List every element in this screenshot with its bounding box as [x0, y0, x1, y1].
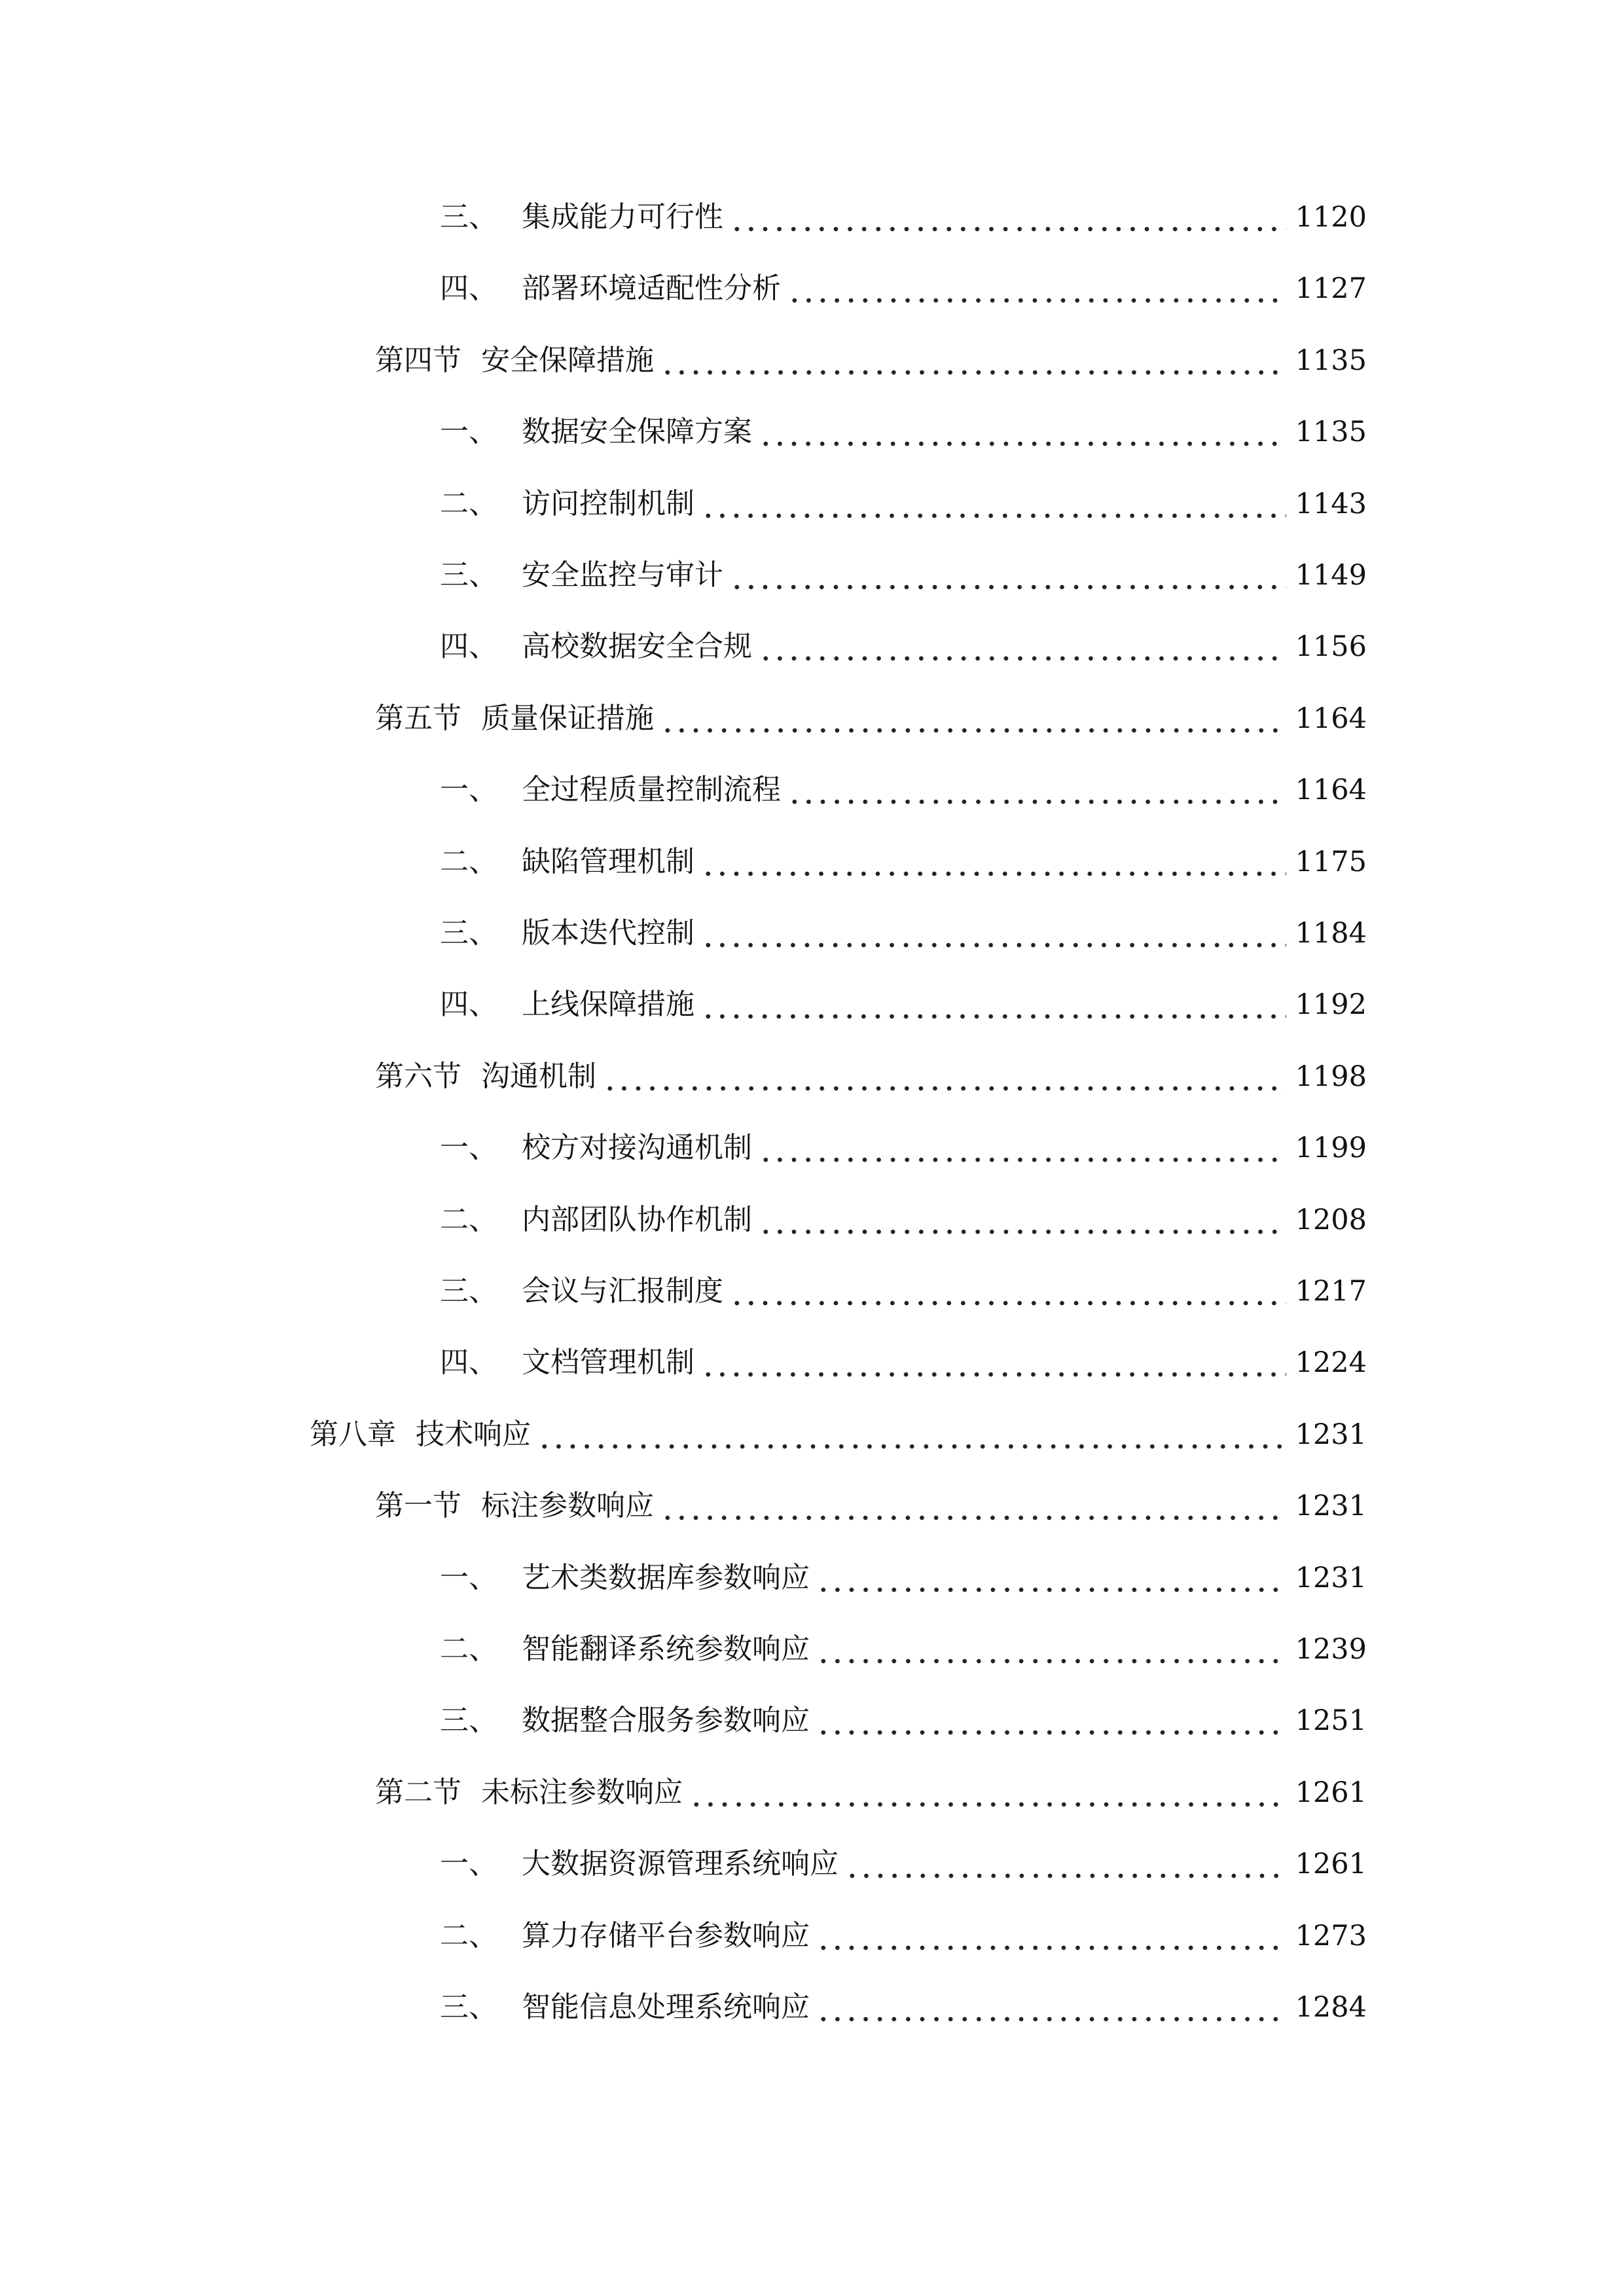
toc-entry-page-number: 1149 [1295, 559, 1367, 592]
toc-entry-title: 智能信息处理系统响应 [522, 1990, 810, 2024]
dot-leader [701, 978, 1286, 1031]
toc-entry-line [440, 1910, 1367, 1962]
toc-entry-title: 缺陷管理机制 [522, 845, 695, 878]
toc-entry[interactable] [0, 191, 1624, 243]
toc-entry-number: 一、 [440, 1847, 497, 1880]
toc-entry-number: 第八章 [310, 1418, 396, 1451]
toc-entry-line [375, 1050, 1367, 1103]
toc-entry[interactable] [0, 620, 1624, 673]
toc-entry-page-number: 1284 [1295, 1991, 1367, 2024]
toc-entry-number: 四、 [440, 988, 497, 1021]
toc-entry-line [440, 1122, 1367, 1174]
dot-leader [603, 1050, 1286, 1103]
toc-entry-title: 部署环境适配性分析 [522, 272, 781, 305]
toc-entry-page-number: 1224 [1295, 1346, 1367, 1379]
toc-entry-line [440, 620, 1367, 673]
dot-leader [701, 907, 1286, 960]
toc-entry-page-number: 1239 [1295, 1633, 1367, 1666]
toc-entry[interactable] [0, 1838, 1624, 1890]
toc-entry[interactable] [0, 1552, 1624, 1604]
toc-entry-number: 三、 [440, 200, 497, 234]
toc-entry-title: 校方对接沟通机制 [522, 1131, 752, 1164]
toc-entry[interactable] [0, 1050, 1624, 1103]
toc-entry[interactable] [0, 406, 1624, 458]
toc-entry-page-number: 1231 [1295, 1418, 1367, 1451]
toc-entry[interactable] [0, 1265, 1624, 1318]
toc-entry-page-number: 1208 [1295, 1204, 1367, 1236]
toc-entry-line [375, 1480, 1367, 1532]
toc-entry-title: 沟通机制 [481, 1060, 596, 1093]
toc-entry[interactable] [0, 1408, 1624, 1461]
toc-entry-line [375, 334, 1367, 387]
toc-entry-line [440, 1695, 1367, 1747]
toc-entry-number: 第二节 [375, 1776, 461, 1809]
toc-entry-page-number: 1261 [1295, 1848, 1367, 1880]
toc-entry-line [310, 1408, 1367, 1461]
toc-entry-line [440, 478, 1367, 530]
toc-entry-title: 内部团队协作机制 [522, 1203, 752, 1236]
toc-entry-page-number: 1135 [1295, 416, 1367, 448]
toc-entry-page-number: 1164 [1295, 774, 1367, 806]
toc-entry-line [440, 1552, 1367, 1604]
dot-leader [816, 1981, 1286, 2034]
toc-entry-page-number: 1261 [1295, 1776, 1367, 1809]
toc-entry-number: 一、 [440, 1561, 497, 1594]
toc-entry-number: 第四节 [375, 344, 461, 377]
toc-entry-line [440, 1838, 1367, 1890]
dot-leader [759, 406, 1286, 458]
toc-entry-title: 未标注参数响应 [481, 1776, 683, 1809]
toc-entry-number: 二、 [440, 487, 497, 520]
toc-entry[interactable] [0, 907, 1624, 960]
toc-entry-page-number: 1175 [1295, 846, 1367, 878]
toc-entry-page-number: 1199 [1295, 1132, 1367, 1164]
toc-entry-line [440, 1336, 1367, 1389]
toc-entry-page-number: 1120 [1295, 201, 1367, 234]
toc-entry-line [440, 764, 1367, 816]
toc-entry-line [440, 1623, 1367, 1676]
toc-entry-number: 第一节 [375, 1489, 461, 1522]
toc-entry-title: 质量保证措施 [481, 702, 654, 735]
toc-entry-line [440, 836, 1367, 888]
dot-leader [730, 191, 1286, 243]
toc-entry-number: 三、 [440, 1704, 497, 1737]
toc-entry-line [440, 1265, 1367, 1318]
toc-entry-title: 智能翻译系统参数响应 [522, 1632, 810, 1666]
toc-entry[interactable] [0, 1194, 1624, 1246]
toc-entry-number: 一、 [440, 415, 497, 448]
toc-entry-title: 数据安全保障方案 [522, 415, 752, 448]
toc-entry[interactable] [0, 334, 1624, 387]
toc-entry-line [440, 191, 1367, 243]
dot-leader [787, 764, 1286, 816]
toc-entry-number: 二、 [440, 1203, 497, 1236]
toc-entry-number: 三、 [440, 1274, 497, 1308]
toc-entry-title: 集成能力可行性 [522, 200, 723, 234]
toc-entry-title: 技术响应 [416, 1418, 531, 1451]
toc-entry-page-number: 1198 [1295, 1060, 1367, 1093]
dot-leader [701, 1336, 1286, 1389]
toc-entry[interactable] [0, 549, 1624, 601]
toc-entry-page-number: 1156 [1295, 630, 1367, 663]
toc-entry-number: 三、 [440, 916, 497, 950]
toc-entry-title: 艺术类数据库参数响应 [522, 1561, 810, 1594]
toc-entry[interactable] [0, 1981, 1624, 2034]
toc-entry-page-number: 1273 [1295, 1920, 1367, 1952]
dot-leader [660, 1480, 1286, 1532]
dot-leader [759, 1194, 1286, 1246]
toc-entry[interactable] [0, 1480, 1624, 1532]
toc-entry[interactable] [0, 1122, 1624, 1174]
toc-entry-title: 高校数据安全合规 [522, 630, 752, 663]
toc-entry-page-number: 1231 [1295, 1490, 1367, 1522]
toc-entry-number: 二、 [440, 845, 497, 878]
toc-entry-page-number: 1164 [1295, 702, 1367, 735]
toc-entry-number: 三、 [440, 1990, 497, 2024]
toc-entry-title: 标注参数响应 [481, 1489, 654, 1522]
toc-entry-number: 三、 [440, 558, 497, 592]
toc-entry-title: 全过程质量控制流程 [522, 773, 781, 806]
toc-entry-line [440, 1981, 1367, 2034]
dot-leader [787, 262, 1286, 315]
dot-leader [816, 1910, 1286, 1962]
toc-entry-line [375, 692, 1367, 745]
toc-entry-page-number: 1143 [1295, 488, 1367, 520]
toc-entry[interactable] [0, 1910, 1624, 1962]
toc-entry-line [440, 262, 1367, 315]
toc-entry-line [440, 406, 1367, 458]
toc-entry-number: 二、 [440, 1919, 497, 1952]
toc-entry-page-number: 1135 [1295, 344, 1367, 377]
dot-leader [537, 1408, 1286, 1461]
toc-entry-title: 大数据资源管理系统响应 [522, 1847, 839, 1880]
toc-entry-title: 安全监控与审计 [522, 558, 723, 592]
dot-leader [816, 1695, 1286, 1747]
toc-entry-number: 四、 [440, 630, 497, 663]
toc-entry-title: 文档管理机制 [522, 1346, 695, 1379]
toc-entry-page-number: 1184 [1295, 917, 1367, 950]
toc-entry[interactable] [0, 1623, 1624, 1676]
dot-leader [816, 1552, 1286, 1604]
toc-entry-number: 第六节 [375, 1060, 461, 1093]
dot-leader [660, 692, 1286, 745]
toc-entry[interactable] [0, 1767, 1624, 1819]
toc-entry-number: 第五节 [375, 702, 461, 735]
toc-entry[interactable] [0, 262, 1624, 315]
toc-entry-line [375, 1767, 1367, 1819]
dot-leader [689, 1767, 1286, 1819]
toc-entry-page-number: 1127 [1295, 272, 1367, 305]
dot-leader [759, 1122, 1286, 1174]
dot-leader [759, 620, 1286, 673]
toc-entry-number: 二、 [440, 1632, 497, 1666]
toc-entry[interactable] [0, 764, 1624, 816]
toc-entry-number: 一、 [440, 773, 497, 806]
toc-entry-line [440, 907, 1367, 960]
dot-leader [730, 549, 1286, 601]
toc-entry-title: 上线保障措施 [522, 988, 695, 1021]
dot-leader [816, 1623, 1286, 1676]
toc-entry-title: 安全保障措施 [481, 344, 654, 377]
toc-entry[interactable] [0, 478, 1624, 530]
toc-entry-title: 算力存储平台参数响应 [522, 1919, 810, 1952]
toc-entry[interactable] [0, 1336, 1624, 1389]
dot-leader [845, 1838, 1286, 1890]
toc-entry-page-number: 1217 [1295, 1275, 1367, 1308]
toc-entry-title: 版本迭代控制 [522, 916, 695, 950]
toc-entry-title: 数据整合服务参数响应 [522, 1704, 810, 1737]
toc-entry-number: 一、 [440, 1131, 497, 1164]
dot-leader [701, 836, 1286, 888]
toc-entry-number: 四、 [440, 1346, 497, 1379]
toc-entry[interactable] [0, 836, 1624, 888]
toc-entry-page-number: 1251 [1295, 1704, 1367, 1737]
toc-entry-page-number: 1231 [1295, 1562, 1367, 1594]
toc-entry-number: 四、 [440, 272, 497, 305]
toc-entry[interactable] [0, 978, 1624, 1031]
toc-entry[interactable] [0, 692, 1624, 745]
toc-entry-title: 会议与汇报制度 [522, 1274, 723, 1308]
dot-leader [660, 334, 1286, 387]
toc-entry-title: 访问控制机制 [522, 487, 695, 520]
toc-entry-line [440, 1194, 1367, 1246]
dot-leader [730, 1265, 1286, 1318]
toc-entry-page-number: 1192 [1295, 988, 1367, 1021]
toc-entry-line [440, 549, 1367, 601]
toc-entry-line [440, 978, 1367, 1031]
toc-entry[interactable] [0, 1695, 1624, 1747]
dot-leader [701, 478, 1286, 530]
